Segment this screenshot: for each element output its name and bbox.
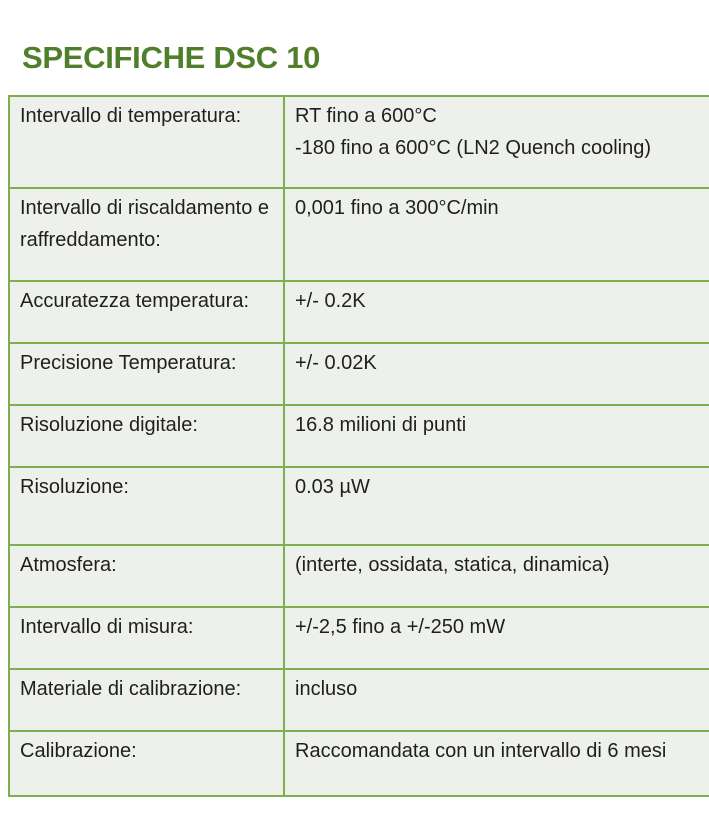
spec-label: Materiale di calibrazione: [9,669,284,731]
specifications-table [8,95,709,797]
spec-label: Intervallo di riscaldamento e raffreddamento: [9,188,284,281]
spec-value: 0.03 µW [284,467,709,545]
table-row [9,545,709,607]
spec-value: 16.8 milioni di punti [284,405,709,467]
spec-value [284,96,709,188]
spec-label: Calibrazione: [9,731,284,796]
spec-value: incluso [284,669,709,731]
spec-value: Raccomandata con un intervallo di 6 mesi [284,731,709,796]
table-row [9,405,709,467]
spec-value: +/-2,5 fino a +/-250 mW [284,607,709,669]
spec-value: (interte, ossidata, statica, dinamica) [284,545,709,607]
table-row [9,343,709,405]
table-row [9,607,709,669]
spec-value: +/- 0.02K [284,343,709,405]
spec-label: Precisione Temperatura: [9,343,284,405]
page-title: SPECIFICHE DSC 10 [22,40,321,75]
table-row [9,731,709,796]
table-row [9,281,709,343]
table-row [9,188,709,281]
spec-value: 0,001 fino a 300°C/min [284,188,709,281]
table-row [9,467,709,545]
spec-label: Intervallo di misura: [9,607,284,669]
spec-value-line: -180 fino a 600°C (LN2 Quench cooling) [295,137,651,159]
spec-label: Risoluzione: [9,467,284,545]
spec-label: Accuratezza temperatura: [9,281,284,343]
table-row [9,669,709,731]
spec-label: Intervallo di temperatura: [9,96,284,188]
spec-label: Risoluzione digitale: [9,405,284,467]
spec-value-line: RT fino a 600°C [295,105,437,127]
spec-value: +/- 0.2K [284,281,709,343]
spec-label: Atmosfera: [9,545,284,607]
table-row [9,96,709,188]
